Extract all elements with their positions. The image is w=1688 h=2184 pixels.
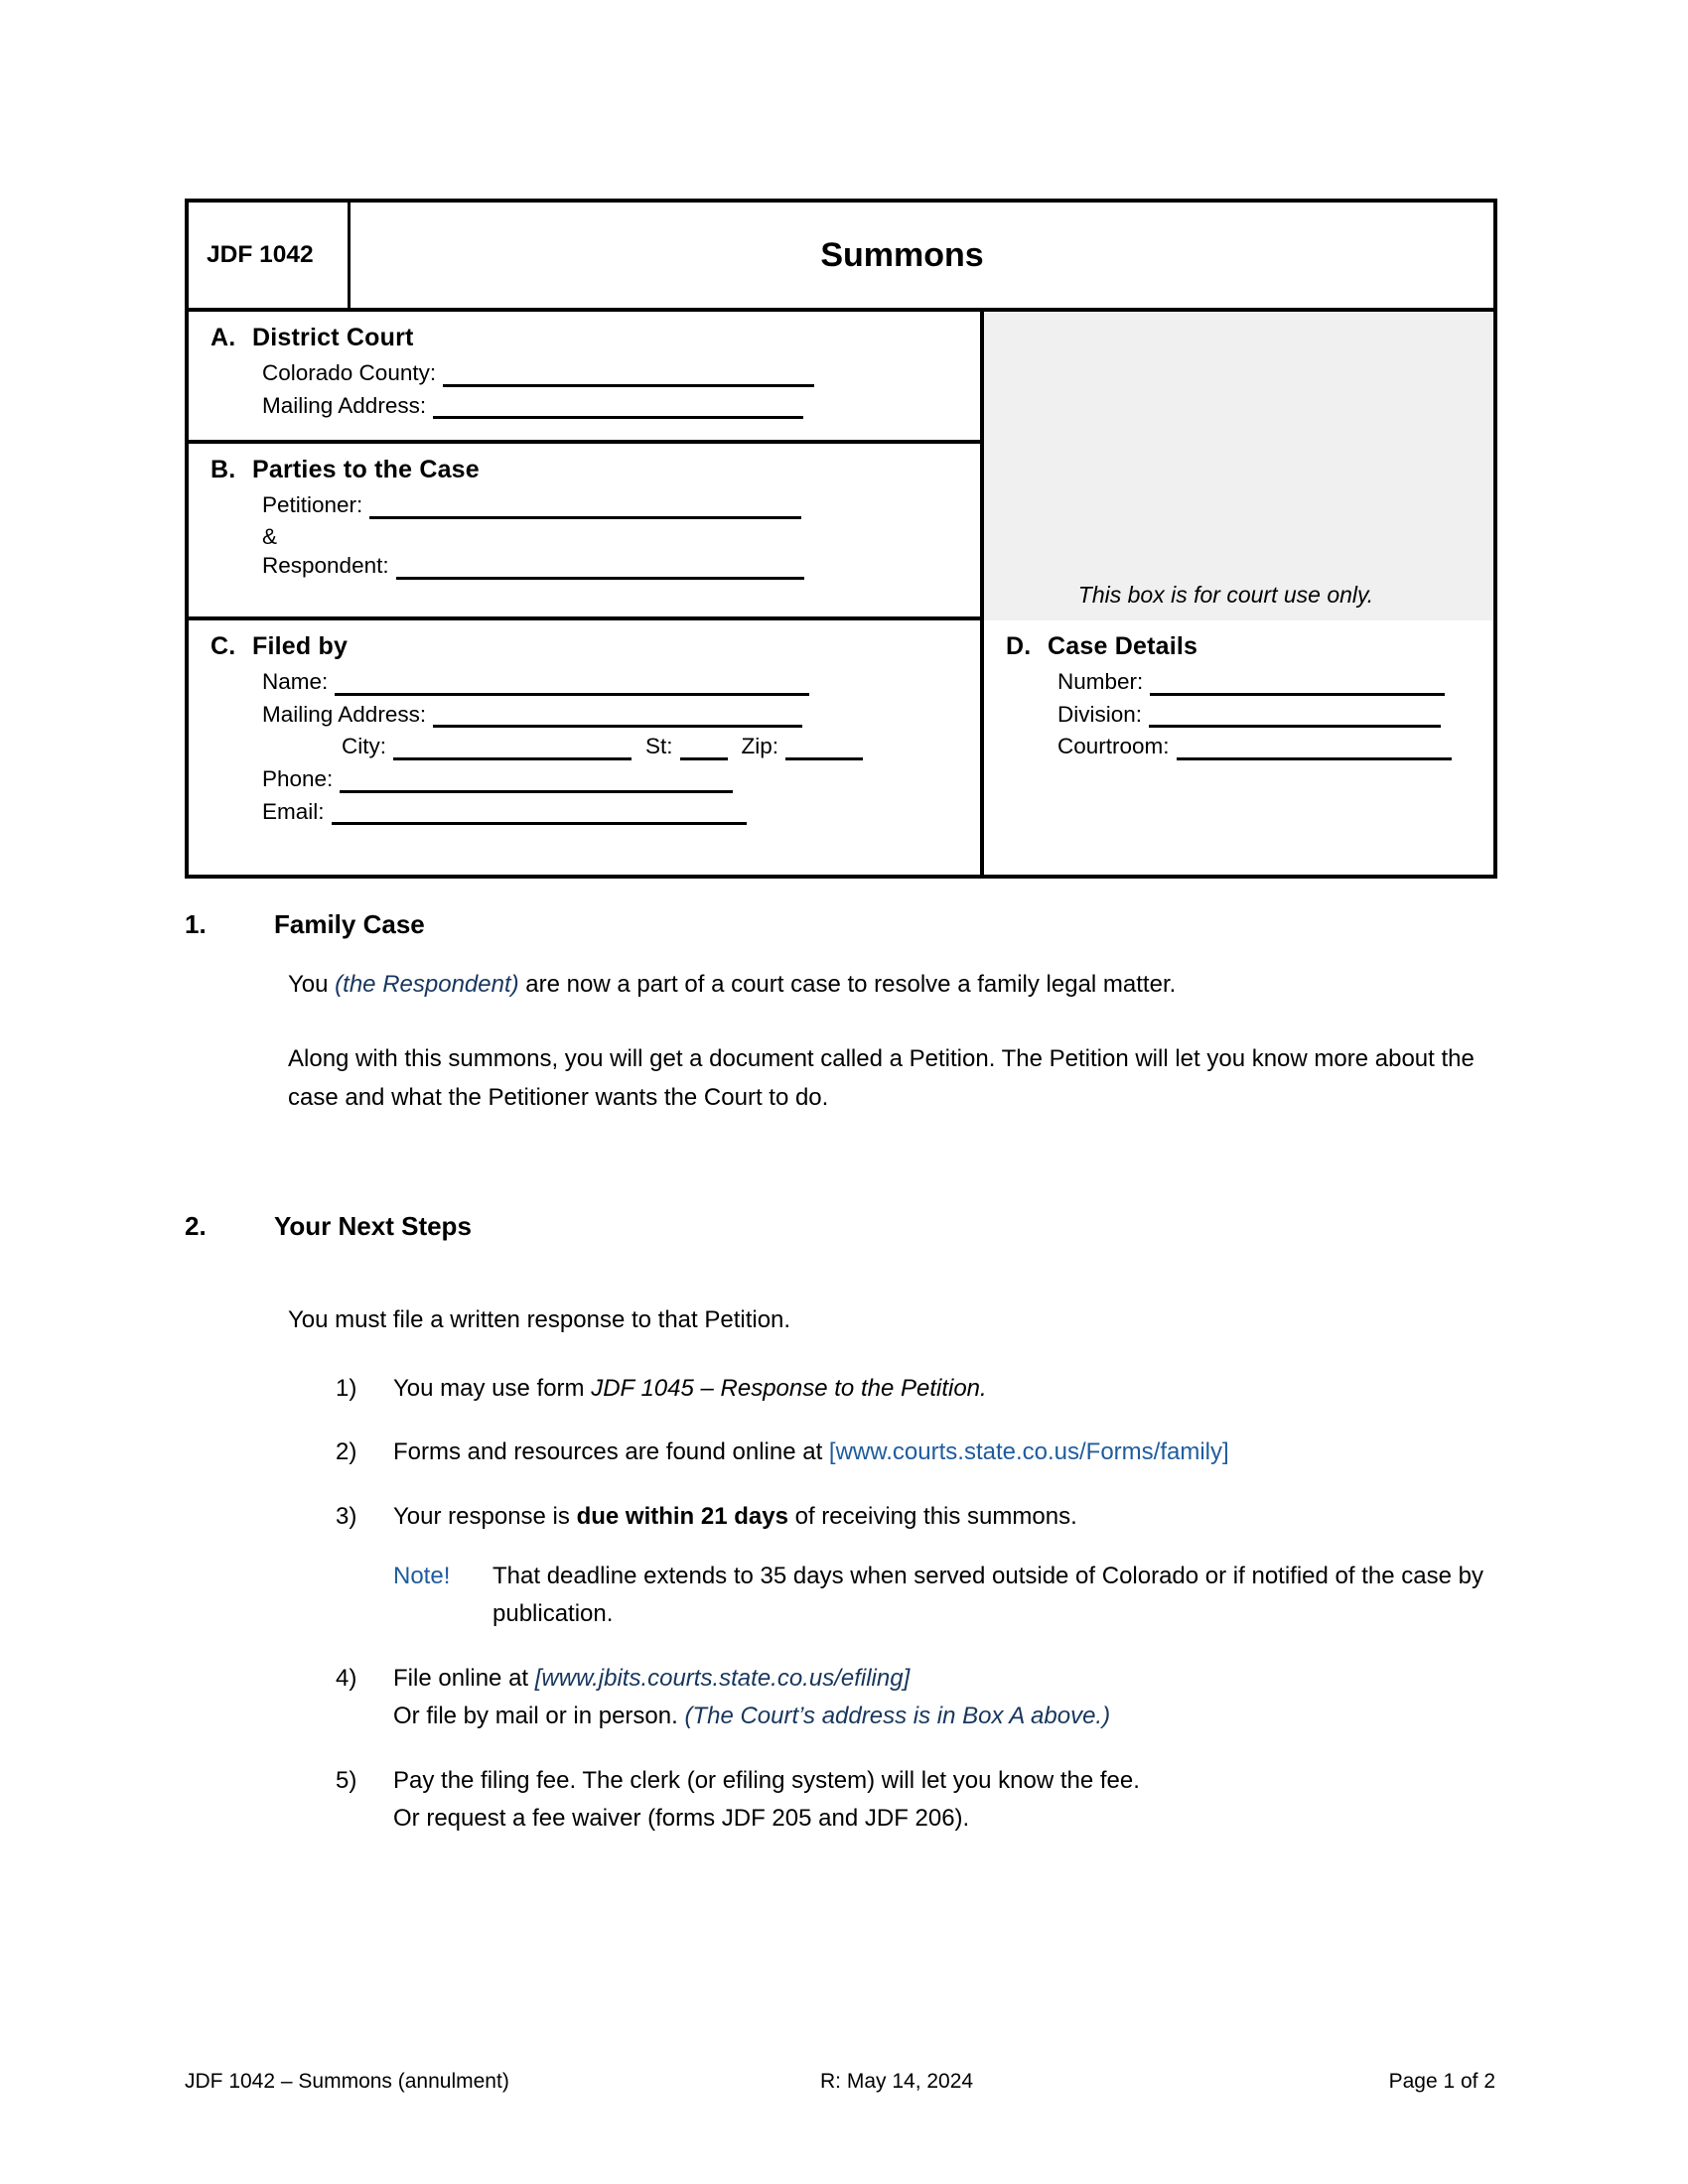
section-2-number: 2. [185,1211,207,1241]
filer-state-input[interactable] [680,736,728,760]
filer-zip-label: Zip: [741,734,779,759]
item5-line1: Pay the filing fee. The clerk (or efiling system) will let you know the fee. [393,1766,1140,1794]
field-court-mailing-address [262,394,980,420]
footer-revision-date: R: May 14, 2024 [820,2070,974,2093]
section-b-letter: B. [211,456,236,483]
court-mailing-address-input[interactable] [433,394,803,419]
filer-name-label: Name: [262,669,329,694]
field-petitioner [262,493,980,519]
section-b-title: Parties to the Case [252,456,480,483]
field-filer-email [262,800,980,826]
case-courtroom-input[interactable] [1177,736,1452,760]
filer-phone-label: Phone: [262,765,334,791]
section-b-heading [211,456,980,484]
list-item-text [393,1660,1505,1736]
respondent-input[interactable] [396,555,804,580]
item4-line2-pre: Or file by mail or in person. [393,1703,685,1730]
note-label: Note! [393,1563,451,1590]
item4-pre: File online at [393,1664,535,1692]
section-a-letter: A. [211,324,236,351]
section-1-paragraph-2: Along with this summons, you will get a document called a Petition. The Petition will let you know more about the case and what the Petitioner wants the Court to do. [288,1044,1475,1111]
list-item [336,1433,1505,1471]
section-2-heading [185,1211,1505,1242]
ampersand-separator [262,525,980,551]
case-caption-form [185,199,1497,879]
item4-line2 [393,1698,1505,1735]
section-2-next-steps [185,1211,1505,1863]
ampersand-label: & [262,523,278,549]
section-a-heading [211,324,980,352]
filer-state-label: St: [645,734,673,759]
s1-p1-respondent-note: (the Respondent) [335,971,519,998]
s1-p1-pre: You [288,971,336,998]
footer-form-name: JDF 1042 – Summons (annulment) [185,2070,509,2093]
item5-line2: Or request a fee waiver (forms JDF 205 and JDF 206). [393,1805,970,1832]
document-title: Summons [820,235,984,274]
s1-p1-post: are now a part of a court case to resolve a family legal matter. [518,971,1177,998]
list-item [336,1762,1505,1839]
section-c-letter: C. [211,632,236,660]
case-courtroom-label: Courtroom: [1057,734,1170,759]
field-respondent [262,554,980,580]
next-steps-list [336,1370,1505,1839]
filer-name-input[interactable] [335,671,809,696]
list-item [336,1660,1505,1736]
footer-page-number: Page 1 of 2 [1388,2070,1495,2093]
item4-court-address-note: (The Court’s address is in Box A above.) [684,1703,1111,1730]
item1-form-name: JDF 1045 – Response to the Petition. [591,1374,987,1402]
case-number-input[interactable] [1150,671,1445,696]
list-item-marker: 4) [336,1664,357,1692]
section-1-paragraph-1 [288,966,1505,1005]
respondent-label: Respondent: [262,553,389,579]
section-c-heading [211,632,980,661]
list-item-text [393,1762,1505,1839]
court-use-only-text: This box is for court use only. [1077,582,1374,608]
case-division-label: Division: [1057,701,1143,727]
court-mailing-address-label: Mailing Address: [262,392,427,418]
list-item-marker: 1) [336,1374,357,1402]
field-colorado-county [262,361,980,387]
section-1-family-case [185,909,1505,1118]
item4-line1 [393,1660,1505,1698]
filer-zip-input[interactable] [785,736,863,760]
list-item-text [393,1433,1505,1471]
deadline-note [393,1558,1505,1634]
list-item-marker: 3) [336,1502,357,1530]
field-case-number [1057,670,1493,696]
petitioner-label: Petitioner: [262,492,363,517]
section-d-heading [1006,632,1493,661]
efiling-url-link[interactable]: [www.jbits.courts.state.co.us/efiling] [534,1664,911,1692]
forms-url-link[interactable]: [www.courts.state.co.us/Forms/family] [828,1438,1229,1466]
section-1-heading [185,909,1505,940]
case-division-input[interactable] [1149,703,1441,728]
form-bottom-row [189,620,1493,875]
section-b-parties [189,444,980,620]
petitioner-input[interactable] [369,494,801,519]
list-item-text [393,1498,1505,1536]
item2-pre: Forms and resources are found online at [393,1438,829,1466]
note-text: That deadline extends to 35 days when served outside of Colorado or if notified of the case by publication. [492,1563,1483,1628]
form-title-row [189,203,1493,312]
section-c-filed-by [189,620,984,875]
filer-mailing-address-label: Mailing Address: [262,701,427,727]
field-filer-mailing-address [262,703,980,729]
section-2-title: Your Next Steps [274,1211,472,1241]
section-1-title: Family Case [274,909,425,939]
item3-deadline: due within 21 days [576,1502,788,1530]
list-item [336,1498,1505,1536]
filer-city-label: City: [342,734,386,759]
section-2-intro: You must file a written response to that Petition. [288,1306,791,1333]
form-number: JDF 1042 [189,203,351,308]
section-c-title: Filed by [252,632,349,660]
form-middle-row [189,312,1493,620]
list-item-marker: 2) [336,1438,357,1466]
colorado-county-input[interactable] [443,362,814,387]
section-a-title: District Court [252,324,414,351]
item3-pre: Your response is [393,1502,577,1530]
field-filer-name [262,670,980,696]
section-d-title: Case Details [1048,632,1198,660]
section-1-number: 1. [185,909,207,939]
list-item [336,1370,1505,1408]
field-case-division [1057,703,1493,729]
field-case-courtroom [1057,735,1493,760]
field-filer-city-state-zip [342,735,980,760]
list-item-marker: 5) [336,1766,357,1794]
form-left-column [189,312,984,620]
section-a-district-court [189,312,980,444]
filer-email-input[interactable] [332,800,747,825]
filer-mailing-address-input[interactable] [433,703,802,728]
filer-phone-input[interactable] [340,768,733,793]
item3-post: of receiving this summons. [787,1502,1077,1530]
field-filer-phone [262,767,980,793]
item1-pre: You may use form [393,1374,592,1402]
section-d-letter: D. [1006,632,1032,660]
case-number-label: Number: [1057,669,1144,694]
page-footer [185,2070,1505,2094]
section-d-case-details [984,620,1493,875]
colorado-county-label: Colorado County: [262,360,437,385]
court-use-only-box [984,312,1493,620]
filer-email-label: Email: [262,798,325,824]
filer-city-input[interactable] [393,736,632,760]
list-item-text [393,1370,1505,1408]
